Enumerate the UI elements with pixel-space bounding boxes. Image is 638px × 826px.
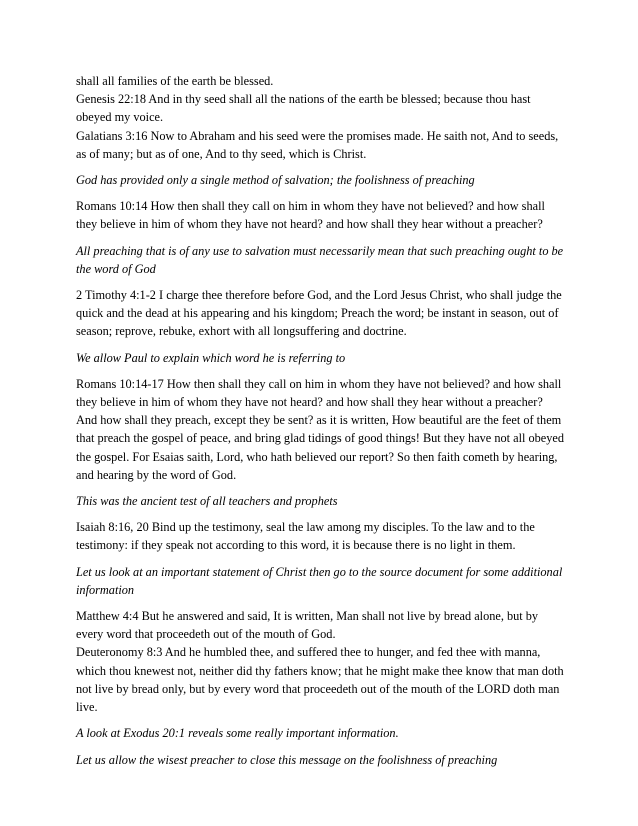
text-block <box>76 286 566 341</box>
paragraph: 2 Timothy 4:1-2 I charge thee therefore before God, and the Lord Jesus Christ, who shall judge the quick and the dead at his appearing and his kingdom; Preach the word; be instant in season, out of season; reprove, rebuke, exhort with all longsuffering and doctrine. <box>76 288 562 339</box>
text-block <box>76 607 566 716</box>
section-heading: All preaching that is of any use to salvation must necessarily mean that such preaching ought to be the word of God <box>76 243 564 276</box>
text-block <box>76 72 566 163</box>
paragraph: Romans 10:14 How then shall they call on him in whom they have not believed? and how shall they believe in him of whom they have not heard? and how shall they hear without a preacher? <box>76 199 545 232</box>
paragraph: Romans 10:14-17 How then shall they call on him in whom they have not believed? and how shall they believe in him of whom they have not heard? and how shall they hear without a preacher? And how shall they preach, except they be sent? as it is written, How beautiful are the feet of them that preach the gospel of peace, and bring glad tidings of good things! But they have not all obeyed the gospel. For Esaias saith, Lord, who hath believed our report? So then faith cometh by hearing, and hearing by the word of God. <box>76 376 564 482</box>
paragraph: Galatians 3:16 Now to Abraham and his seed were the promises made. He saith not, And to seeds, as of many; but as of one, And to thy seed, which is Christ. <box>76 128 559 161</box>
paragraph: Isaiah 8:16, 20 Bind up the testimony, seal the law among my disciples. To the law and to the testimony: if they speak not according to this word, it is because there is no light in them. <box>76 520 535 553</box>
section-heading: Let us allow the wisest preacher to close this message on the foolishness of preaching <box>76 752 498 767</box>
text-block <box>76 518 566 554</box>
paragraph: Deuteronomy 8:3 And he humbled thee, and suffered thee to hunger, and fed thee with manna, which thou knewest not, neither did thy fathers know; that he might make thee know that man doth not live by bread only, but by every word that proceedeth out of the mouth of the LORD doth man live. <box>76 645 564 715</box>
section-heading: This was the ancient test of all teachers and prophets <box>76 494 338 509</box>
text-block <box>76 375 566 484</box>
paragraph: shall all families of the earth be blessed. <box>76 74 274 88</box>
document-page <box>76 72 566 777</box>
section-heading: God has provided only a single method of salvation; the foolishness of preaching <box>76 173 475 188</box>
paragraph: Matthew 4:4 But he answered and said, It is written, Man shall not live by bread alone, but by every word that proceedeth out of the mouth of God. <box>76 609 539 642</box>
section-heading: We allow Paul to explain which word he is referring to <box>76 350 346 365</box>
text-block <box>76 197 566 233</box>
section-heading: A look at Exodus 20:1 reveals some really important information. <box>76 726 399 741</box>
paragraph: Genesis 22:18 And in thy seed shall all the nations of the earth be blessed; because thou hast obeyed my voice. <box>76 92 531 125</box>
section-heading: Let us look at an important statement of Christ then go to the source document for some additional information <box>76 564 563 597</box>
